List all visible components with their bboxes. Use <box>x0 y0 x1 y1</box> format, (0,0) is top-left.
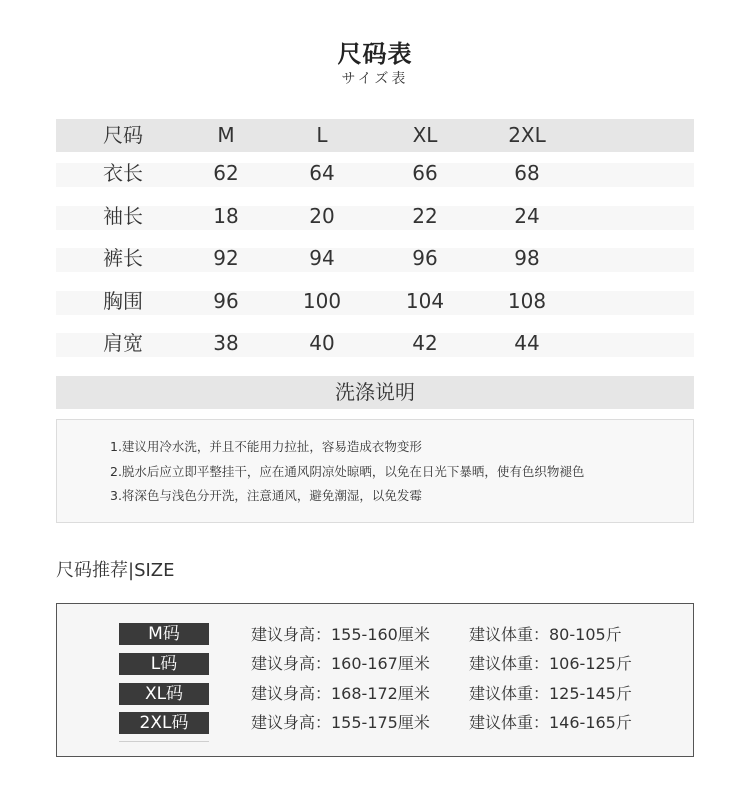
table-cell: 44 <box>514 331 540 356</box>
table-cell: 袖长 <box>103 203 143 228</box>
header-cell: 2XL <box>508 123 546 147</box>
table-cell: 衣长 <box>103 161 143 185</box>
page-subtitle: サイズ表 <box>341 71 409 87</box>
table-cell: 66 <box>412 161 438 185</box>
table-header-row <box>56 119 694 152</box>
table-row <box>56 327 694 370</box>
table-cell: 18 <box>213 203 239 228</box>
recommended-weight: 建议体重：80-105斤 <box>469 625 622 644</box>
wash-instructions-header: 洗涤说明 <box>56 376 694 409</box>
table-cell: 22 <box>412 203 438 228</box>
table-cell: 108 <box>507 288 547 313</box>
size-badge: XL码 <box>119 683 209 705</box>
size-badge: 2XL码 <box>119 712 209 734</box>
page-title: 尺码表 <box>337 40 413 68</box>
recommended-height: 建议身高：160-167厘米 <box>251 654 430 673</box>
table-cell: 42 <box>412 331 438 356</box>
size-table <box>56 119 694 370</box>
wash-instructions-box <box>56 419 694 523</box>
table-cell: 98 <box>514 246 540 271</box>
table-cell: 肩宽 <box>103 331 143 356</box>
table-cell: 62 <box>213 161 239 185</box>
header-cell: 尺码 <box>103 123 143 147</box>
recommended-height: 建议身高：155-160厘米 <box>251 625 430 644</box>
table-row <box>56 242 694 285</box>
recommended-weight: 建议体重：106-125斤 <box>469 654 632 673</box>
header-cell: L <box>316 123 328 147</box>
table-cell: 96 <box>213 288 239 313</box>
table-cell: 94 <box>309 246 335 271</box>
recommended-weight: 建议体重：146-165斤 <box>469 713 632 732</box>
badge-divider <box>119 741 209 742</box>
table-row <box>56 285 694 328</box>
table-cell: 38 <box>213 331 239 356</box>
size-badge: M码 <box>119 623 209 645</box>
header-cell: M <box>217 123 235 147</box>
table-cell: 64 <box>309 161 335 185</box>
size-badge: L码 <box>119 653 209 675</box>
wash-instruction-line: 3.将深色与浅色分开洗，注意通风，避免潮湿，以免发霉 <box>110 488 422 503</box>
table-cell: 96 <box>412 246 438 271</box>
wash-instruction-line: 1.建议用冷水洗，并且不能用力拉扯，容易造成衣物变形 <box>110 439 422 454</box>
table-row <box>56 157 694 200</box>
size-recommend-box <box>56 603 694 757</box>
recommended-weight: 建议体重：125-145斤 <box>469 684 632 703</box>
table-cell: 92 <box>213 246 239 271</box>
table-cell: 胸围 <box>103 288 143 313</box>
wash-instruction-line: 2.脱水后应立即平整挂干，应在通风阴凉处晾晒，以免在日光下暴晒，使有色织物褪色 <box>110 464 585 479</box>
recommended-height: 建议身高：168-172厘米 <box>251 684 430 703</box>
table-cell: 100 <box>302 288 342 313</box>
table-cell: 裤长 <box>103 246 143 271</box>
size-recommend-title: 尺码推荐|SIZE <box>56 560 175 581</box>
table-cell: 40 <box>309 331 335 356</box>
recommended-height: 建议身高：155-175厘米 <box>251 713 430 732</box>
header-cell: XL <box>412 123 438 147</box>
table-cell: 20 <box>309 203 335 228</box>
table-cell: 68 <box>514 161 540 185</box>
table-cell: 104 <box>405 288 445 313</box>
table-row <box>56 200 694 243</box>
table-cell: 24 <box>514 203 540 228</box>
